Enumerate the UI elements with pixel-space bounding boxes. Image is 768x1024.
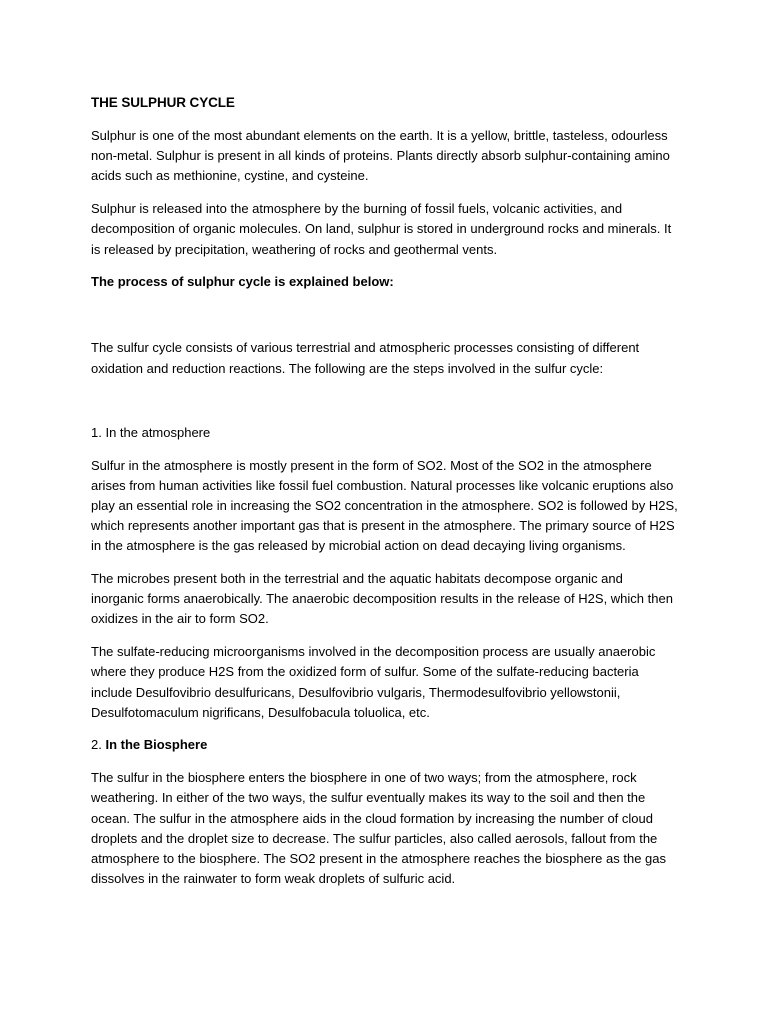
process-heading: The process of sulphur cycle is explained below: (91, 274, 394, 290)
section-2-title: In the Biosphere (105, 737, 208, 753)
section-1-paragraph-3: The sulfate-reducing microorganisms involved in the decomposition process are usually anaerobic where they produce H2S from the oxidized form of sulfur. Some of the sulfate-reducing bacteria include Desulfovibrio desulfuricans, Desulfovibrio vulgaris, Thermodesulfovibrio yellowstonii, Desulfotomaculum nigrificans, Desulfobacula toluolica, etc. (91, 644, 656, 720)
section-2-paragraph-1: The sulfur in the biosphere enters the biosphere in one of two ways; from the atmosphere, rock weathering. In either of the two ways, the sulfur eventually makes its way to the soil and then the ocean. The sulfur in the atmosphere aids in the cloud formation by increasing the number of cloud droplets and the droplet size to decrease. The sulfur particles, also called aerosols, fallout from the atmosphere to the biosphere. The SO2 present in the atmosphere reaches the biosphere as the gas dissolves in the rainwater to form weak droplets of sulfuric acid. (91, 770, 667, 887)
section-1-paragraph-1: Sulfur in the atmosphere is mostly present in the form of SO2. Most of the SO2 in the atmosphere arises from human activities like fossil fuel combustion. Natural processes like volcanic eruptions also play an essential role in increasing the SO2 concentration in the atmosphere. SO2 is followed by H2S, which represents another important gas that is present in the atmosphere. The primary source of H2S in the atmosphere is the gas released by microbial action on dead decaying living organisms. (91, 457, 678, 554)
section-1-paragraph-2: The microbes present both in the terrestrial and the aquatic habitats decompose organic and inorganic forms anaerobically. The anaerobic decomposition results in the release of H2S, which then oxidizes in the air to form SO2. (91, 571, 673, 627)
section-2-number: 2. (91, 737, 106, 753)
section-2-heading (91, 735, 678, 755)
process-intro-paragraph: The sulfur cycle consists of various terrestrial and atmospheric processes consisting of different oxidation and reduction reactions. The following are the steps involved in the sulfur cycle: (91, 340, 640, 376)
document-title: THE SULPHUR CYCLE (91, 95, 235, 110)
intro-paragraph-2: Sulphur is released into the atmosphere by the burning of fossil fuels, volcanic activities, and decomposition of organic molecules. On land, sulphur is stored in underground rocks and minerals. It is released by precipitation, weathering of rocks and geothermal vents. (91, 201, 672, 257)
intro-paragraph-1: Sulphur is one of the most abundant elements on the earth. It is a yellow, brittle, tasteless, odourless non-metal. Sulphur is present in all kinds of proteins. Plants directly absorb sulphur-containing amino acids such as methionine, cystine, and cysteine. (91, 128, 670, 184)
section-1-heading: 1. In the atmosphere (91, 424, 211, 440)
